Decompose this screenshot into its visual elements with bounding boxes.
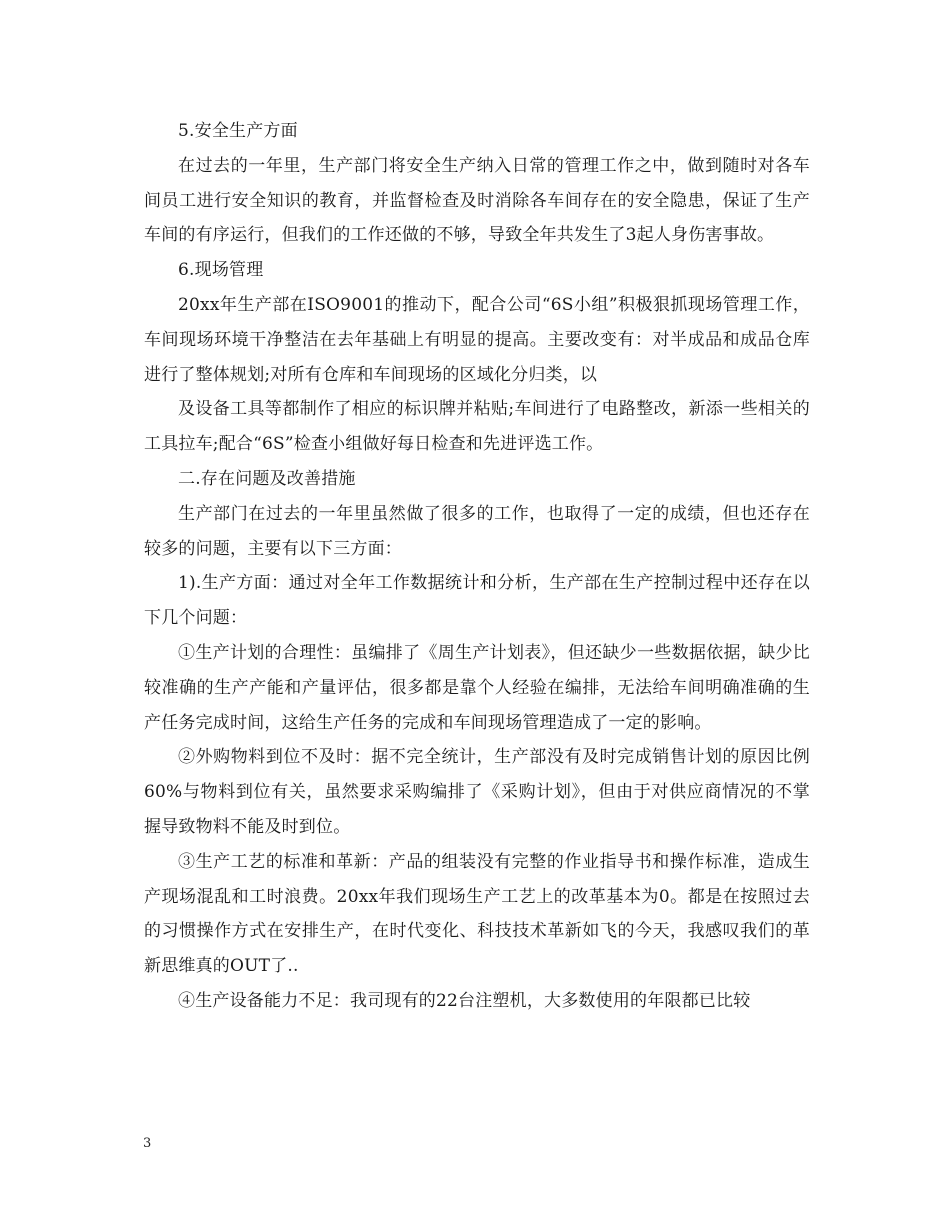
list-item-equipment-capacity: ④生产设备能力不足：我司现有的22台注塑机，大多数使用的年限都已比较: [178, 990, 751, 1011]
paragraph-safety-details: 在过去的一年里，生产部门将安全生产纳入日常的管理工作之中，做到随时对各车间员工进行安全知识的教育，并监督检查及时消除各车间存在的安全隐患，保证了生产车间的有序运行，但我们的工作还做的不够，导致全年共发生了3起人身伤害事故。: [144, 155, 810, 246]
paragraph-production-aspect: 1).生产方面：通过对全年工作数据统计和分析，生产部在生产控制过程中还存在以下几个问题：: [144, 573, 810, 629]
document-body: [144, 114, 810, 1019]
heading-safety-production: 5.安全生产方面: [178, 121, 298, 141]
heading-problems-and-measures: 二.存在问题及改善措施: [178, 468, 356, 489]
heading-site-management: 6.现场管理: [178, 260, 264, 281]
paragraph-site-management-2: 及设备工具等都制作了相应的标识牌并粘贴;车间进行了电路整改，新添一些相关的工具拉车;配合“6S”检查小组做好每日检查和先进评选工作。: [144, 399, 810, 455]
page-number: 3: [143, 1136, 152, 1151]
list-item-material-delivery: ②外购物料到位不及时：据不完全统计，生产部没有及时完成销售计划的原因比例60%与物料到位有关，虽然要求采购编排了《采购计划》，但由于对供应商情况的不掌握导致物料不能及时到位。: [144, 747, 810, 837]
list-item-process-standards: ③生产工艺的标准和革新：产品的组装没有完整的作业指导书和操作标准，造成生产现场混乱和工时浪费。20xx年我们现场生产工艺上的改革基本为0。都是在按照过去的习惯操作方式在安排生产，在时代变化、科技技术革新如飞的今天，我感叹我们的革新思维真的OUT了..: [144, 851, 810, 977]
paragraph-problems-intro: 生产部门在过去的一年里虽然做了很多的工作，也取得了一定的成绩，但也还存在较多的问题，主要有以下三方面：: [144, 503, 810, 559]
list-item-production-plan: ①生产计划的合理性：虽编排了《周生产计划表》，但还缺少一些数据依据，缺少比较准确的生产产能和产量评估，很多都是靠个人经验在编排，无法给车间明确准确的生产任务完成时间，这给生产任务的完成和车间现场管理造成了一定的影响。: [144, 642, 810, 733]
paragraph-site-management-1: 20xx年生产部在ISO9001的推动下，配合公司“6S小组”积极狠抓现场管理工作，车间现场环境干净整洁在去年基础上有明显的提高。主要改变有：对半成品和成品仓库进行了整体规划;对所有仓库和车间现场的区域化分归类，以: [144, 294, 810, 385]
